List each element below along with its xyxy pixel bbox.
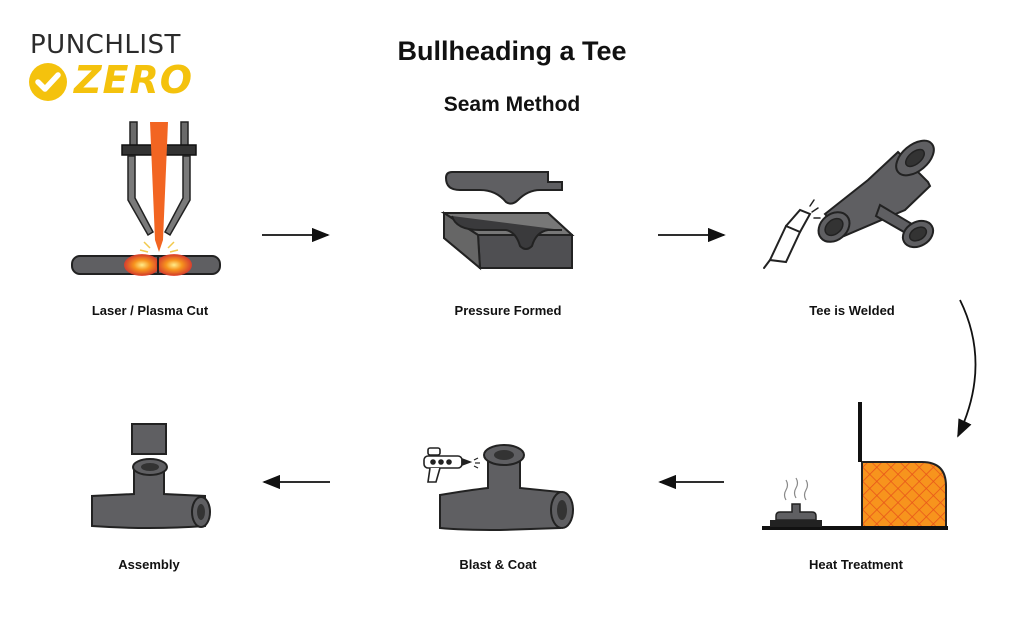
pressure-forming-die-illustration xyxy=(444,172,572,268)
step-label-tee-welded: Tee is Welded xyxy=(809,303,895,318)
assembly-illustration xyxy=(92,424,210,528)
logo-wordmark-bottom: ZERO xyxy=(74,58,194,102)
step-label-assembly: Assembly xyxy=(118,557,180,572)
flow-arrows xyxy=(262,235,976,482)
logo-wordmark-top: PUNCHLIST xyxy=(30,30,181,60)
spray-gun-icon xyxy=(424,448,470,482)
diagram-title: Bullheading a Tee xyxy=(397,36,627,66)
arrow-step3-to-step4 xyxy=(958,300,976,436)
step-label-blast-coat: Blast & Coat xyxy=(459,557,537,572)
diagram-subtitle: Seam Method xyxy=(443,93,581,116)
welded-tee-illustration xyxy=(764,134,940,268)
welding-torch-icon xyxy=(764,200,820,268)
laser-cut-illustration xyxy=(72,122,220,276)
blast-coat-tee-illustration xyxy=(424,445,573,530)
step-label-laser-plasma-cut: Laser / Plasma Cut xyxy=(91,303,209,318)
step-label-heat-treatment: Heat Treatment xyxy=(809,557,903,572)
heat-treatment-furnace-illustration xyxy=(762,402,948,530)
step-label-pressure-formed: Pressure Formed xyxy=(454,303,562,318)
